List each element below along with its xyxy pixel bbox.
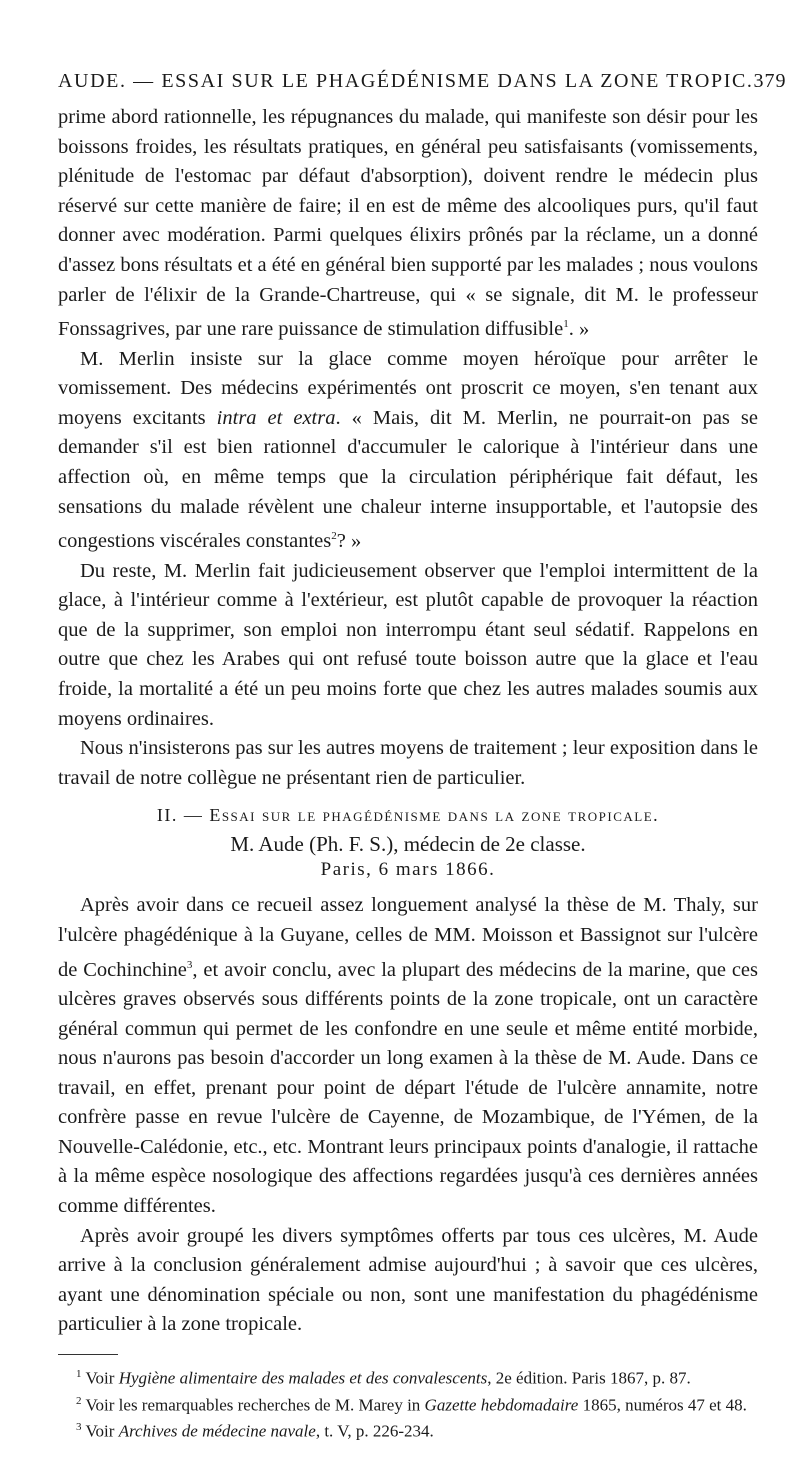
paragraph-2-text-b: . « Mais, dit M. Merlin, ne pourrait-on pas se demander s'il est bien rationnel d'accumuler le calorique à l'intérieur dans une affection où, en même temps que la circulation périphérique fait défaut, les sensations du malade révèlent une chaleur interne insupportable, et l'autopsie des congestions viscérales constantes [58, 406, 758, 552]
paragraph-4: Nous n'insisterons pas sur les autres moyens de traitement ; leur exposition dans le travail de notre collègue ne présentant rien de particulier. [58, 737, 758, 789]
paragraph-6: Après avoir groupé les divers symptômes offerts par tous ces ulcères, M. Aude arrive à la conclusion généralement admise aujourd'hui ; à savoir que ces ulcères, ayant une dénomination spéciale ou non, sont une manifestation du phagédénisme particulier à la zone tropicale. [58, 1224, 758, 1336]
footnote-3-title: Archives de médecine navale [118, 1422, 316, 1442]
footnote-divider [58, 1354, 118, 1355]
paragraph-2 [58, 345, 758, 557]
footnote-3 [58, 1416, 758, 1443]
paragraph-5-text-b: , et avoir conclu, avec la plupart des médecins de la marine, que ces ulcères graves observés sous différents points de la zone tropicale, ont un caractère général commun qui permet de les confondre en une seule et même entité morbide, nous n'aurons pas besoin d'accorder un long examen à la thèse de M. Aude. Dans ce travail, en effet, prenant pour point de départ l'étude de l'ulcère annamite, notre confrère passe en revue l'ulcère de Cayenne, de Mozambique, de l'Yémen, de la Nouvelle-Calédonie, etc., etc. Montrant leurs principaux points d'analogie, il rattache à la même espèce nosologique des affections regardées jusqu'à ces dernières années comme différentes. [58, 958, 759, 1218]
footnote-ref-2: 2 [331, 530, 337, 543]
footnote-1-a: Voir [85, 1368, 119, 1388]
page-number: 379 [753, 70, 787, 92]
section-author: M. Aude (Ph. F. S.), médecin de 2e classe. [230, 832, 586, 857]
running-title: AUDE. — ESSAI SUR LE PHAGÉDÉNISME DANS LA ZONE TROPIC. [58, 70, 754, 92]
paragraph-1-end: . » [568, 317, 590, 340]
section-heading [58, 805, 758, 826]
paragraph-2-end: ? » [336, 529, 362, 552]
paragraph-5 [58, 891, 758, 1221]
paragraph-1-text: prime abord rationnelle, les répugnances du malade, qui manifeste son désir pour les boissons froides, les résultats pratiques, en général peu satisfaisants (vomissements, plénitude de l'estomac par défaut d'absorption), doivent rendre le médecin plus réservé sur cette manière de faire; il en est de même des alcooliques purs, qu'il faut donner avec modération. Parmi quelques élixirs prônés par la réclame, un a donné d'assez bons résultats et a été en général bien supporté par les malades ; nous voulons parler de l'élixir de la Grande-Chartreuse, qui « se signale, dit M. le professeur Fonssagrives, par une rare puissance de stimulation diffusible [58, 106, 758, 340]
paragraph-2-text-a: M. Merlin insiste sur la glace comme moyen héroïque pour arrêter le vomissement. Des médecins expérimentés ont proscrit ce moyen, s'en tenant aux moyens excitants [58, 347, 758, 429]
footnote-1-mark: 1 [76, 1368, 82, 1381]
footnote-1-b: , 2e édition. Paris 1867, p. 87. [487, 1368, 691, 1388]
section-number: II. — [156, 805, 204, 826]
footnote-ref-1: 1 [563, 318, 569, 331]
footnote-ref-3: 3 [186, 958, 193, 971]
footnote-1-title: Hygiène alimentaire des malades et des convalescents [118, 1368, 488, 1388]
footnote-2-a: Voir les remarquables recherches de M. Marey in [85, 1395, 425, 1415]
footnote-2-b: 1865, numéros 47 et 48. [578, 1395, 747, 1415]
footnote-3-mark: 3 [76, 1421, 82, 1434]
footnote-3-a: Voir [85, 1422, 119, 1442]
footnote-2-mark: 2 [76, 1394, 82, 1407]
footnotes [58, 1363, 758, 1443]
paragraph-3: Du reste, M. Merlin fait judicieusement observer que l'emploi intermittent de la glace, à l'intérieur comme à l'extérieur, est plutôt capable de provoquer la réaction que de la supprimer, son emploi non interrompu étant seul sédatif. Rappelons en outre que chez les Arabes qui ont refusé toute boisson autre que la glace et l'eau froide, la mortalité a été un peu moins forte que chez les autres malades soumis aux moyens ordinaires. [58, 559, 758, 730]
paragraph-1 [58, 103, 758, 345]
paragraph-2-italic: intra et extra [216, 406, 336, 429]
footnote-3-b: , t. V, p. 226-234. [315, 1422, 434, 1442]
section-title: Essai sur le phagédénisme dans la zone tropicale. [209, 805, 660, 826]
footnote-2-title: Gazette hebdomadaire [424, 1395, 579, 1415]
footnote-2 [58, 1390, 758, 1417]
footnote-1 [58, 1363, 758, 1390]
section-place-date: Paris, 6 mars 1866. [320, 859, 496, 881]
running-head [58, 70, 787, 93]
paragraph-5-text-a: Après avoir dans ce recueil assez longuement analysé la thèse de M. Thaly, sur l'ulcère phagédénique à la Guyane, celles de MM. Moisson et Bassignot sur l'ulcère de Cochinchine [58, 894, 758, 981]
